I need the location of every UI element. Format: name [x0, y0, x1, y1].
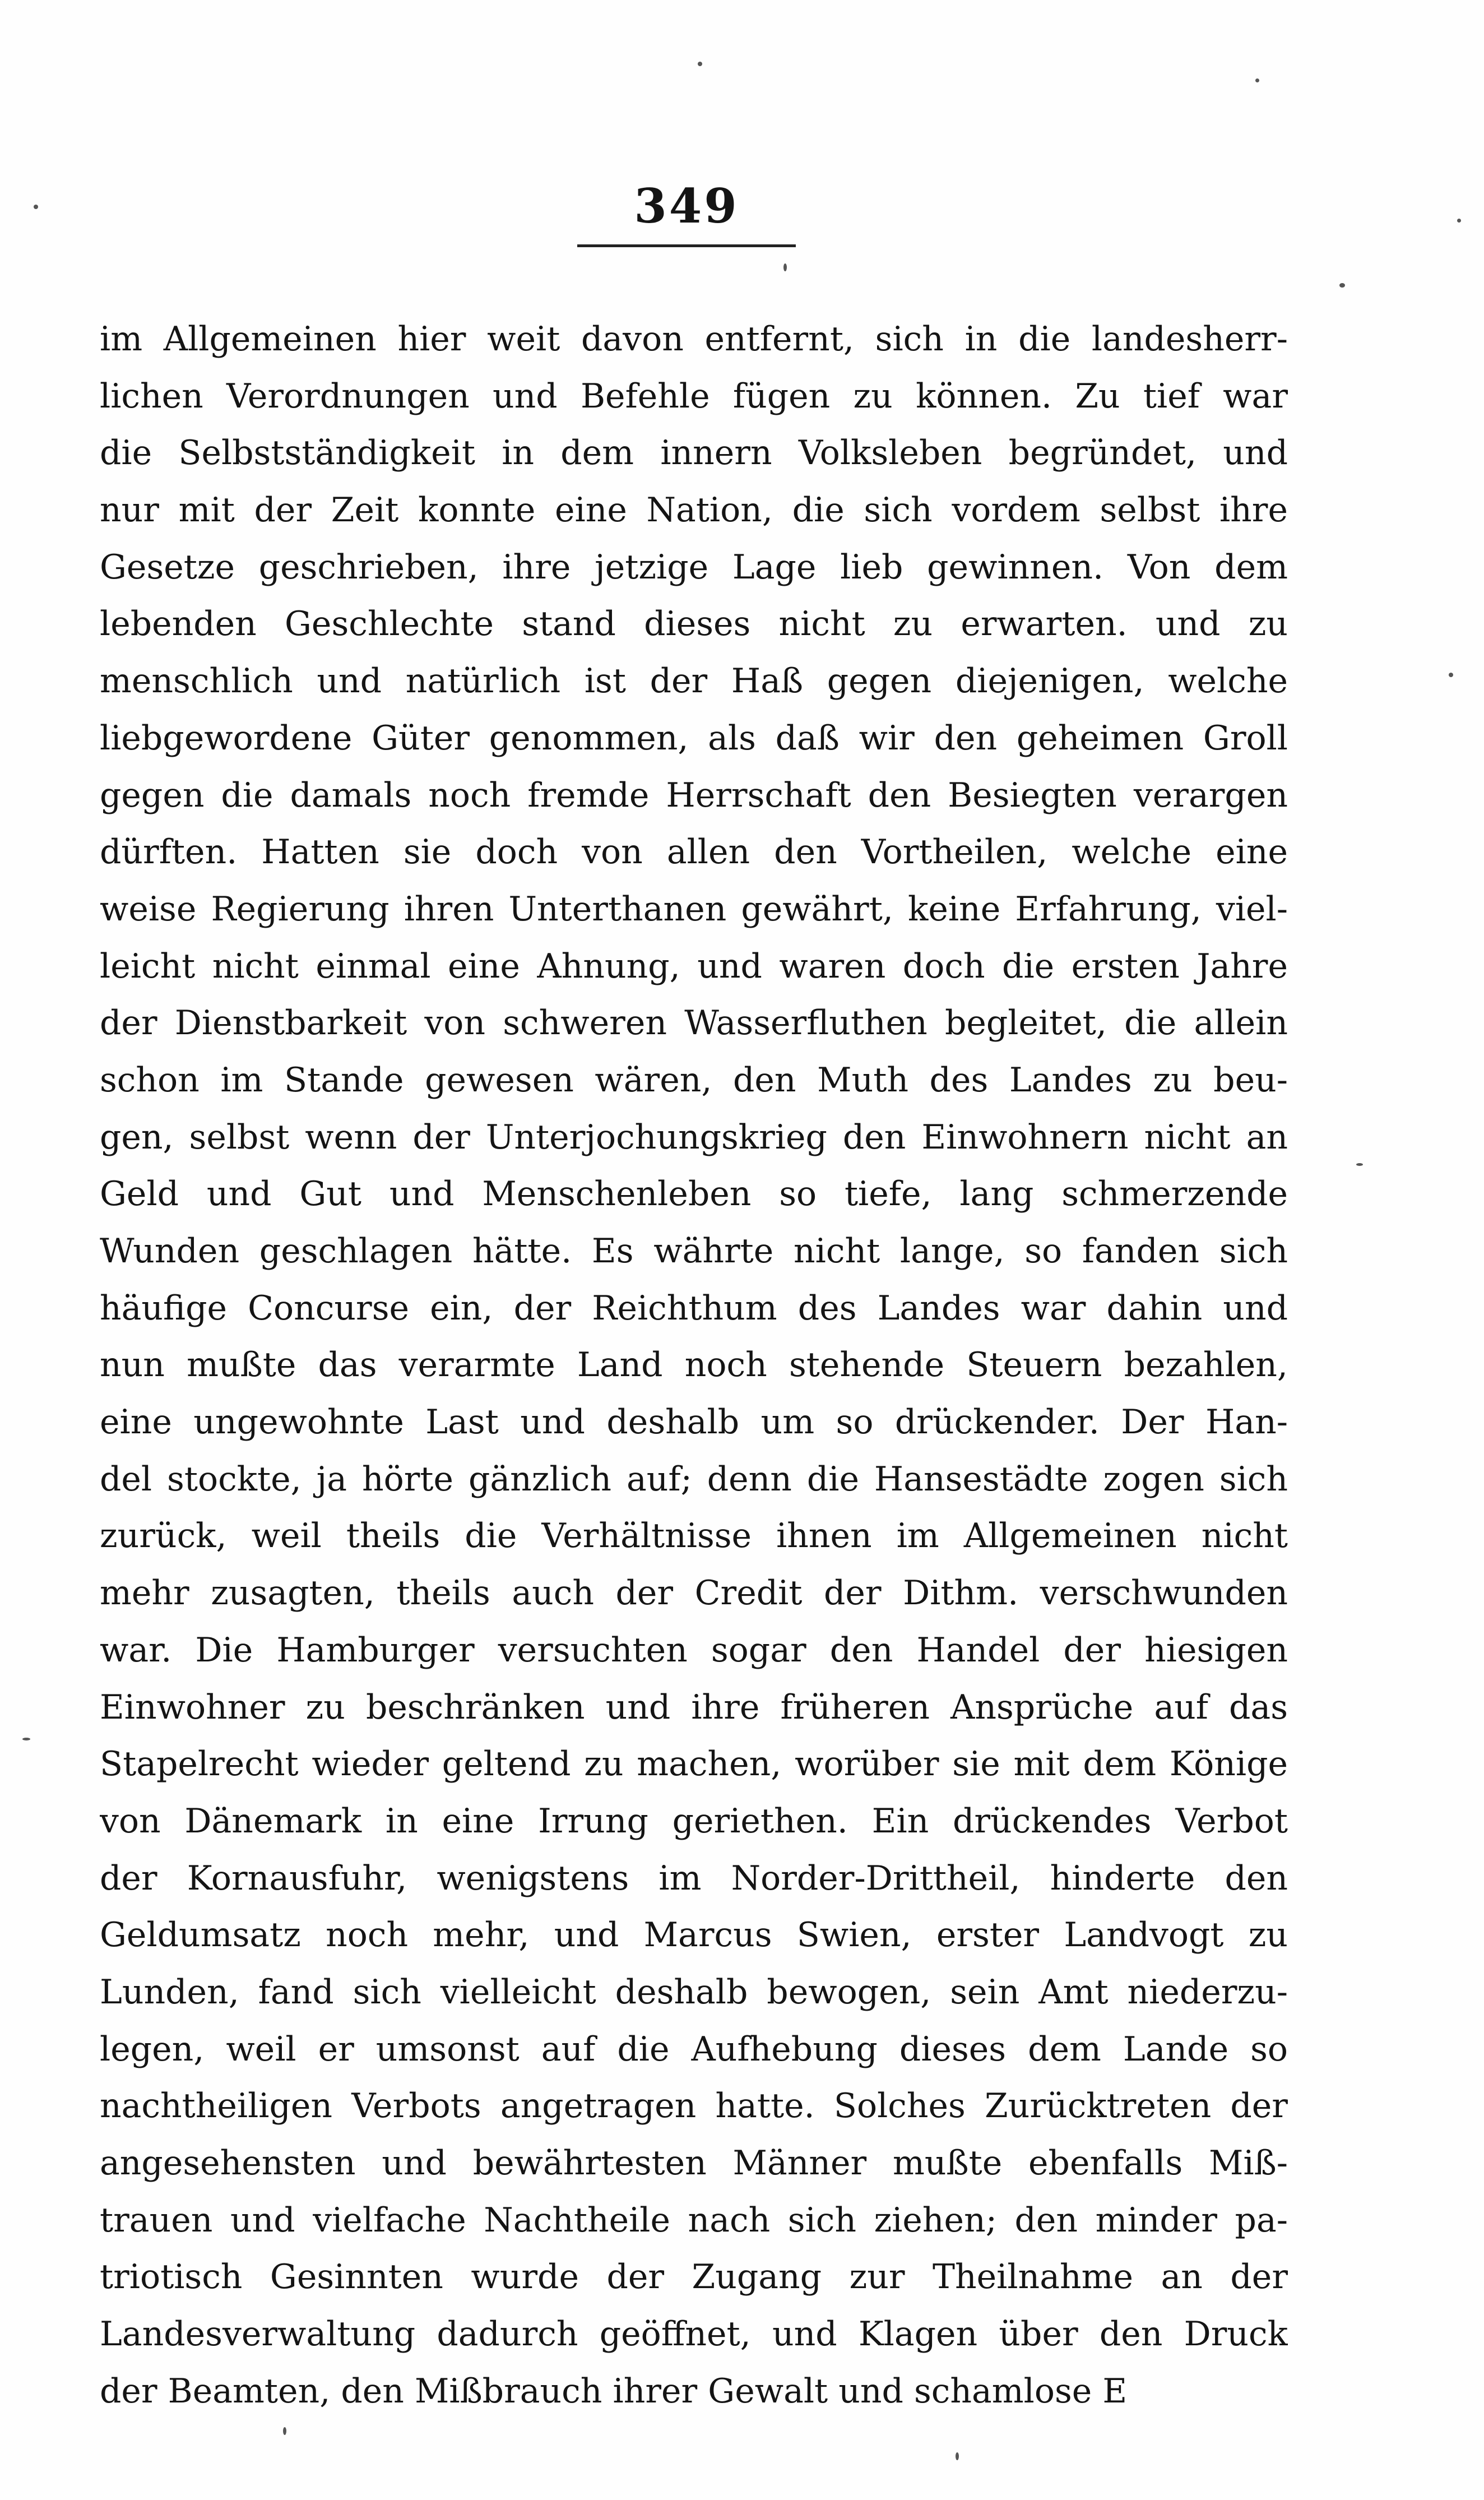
text-line: nur mit der Zeit konnte eine Nation, die sich vordem selbst ihre [100, 490, 1288, 530]
text-line: Wunden geschlagen hätte. Es währte nicht lange, so fanden sich [100, 1232, 1288, 1271]
text-line: Geldumsatz noch mehr, und Marcus Swien, erster Landvogt zu [100, 1915, 1288, 1955]
text-line: gegen die damals noch fremde Herrschaft den Besiegten verargen [100, 775, 1288, 815]
scan-speck [34, 205, 38, 209]
scan-speck [1457, 219, 1461, 223]
header-rule [577, 244, 796, 247]
text-line: menschlich und natürlich ist der Haß gegen diejenigen, welche [100, 661, 1288, 701]
text-line: im Allgemeinen hier weit davon entfernt, sich in die landesherr- [100, 320, 1288, 359]
text-line: war. Die Hamburger versuchten sogar den Handel der hiesigen [100, 1630, 1288, 1670]
scan-speck [1255, 78, 1259, 82]
scan-speck [956, 2452, 959, 2460]
text-line: eine ungewohnte Last und deshalb um so drückender. Der Han- [100, 1402, 1288, 1442]
text-line: zurück, weil theils die Verhältnisse ihnen im Allgemeinen nicht [100, 1516, 1288, 1556]
scan-speck [283, 2427, 286, 2435]
scan-speck [783, 263, 787, 271]
text-line: der Beamten, den Mißbrauch ihrer Gewalt und schamlose E [100, 2371, 1128, 2411]
text-line: nun mußte das verarmte Land noch stehende Steuern bezahlen, [100, 1345, 1288, 1385]
text-line: schon im Stande gewesen wären, den Muth des Landes zu beu- [100, 1060, 1288, 1100]
text-line: leicht nicht einmal eine Ahnung, und waren doch die ersten Jahre [100, 946, 1288, 986]
text-line: der Kornausfuhr, wenigstens im Norder-Drittheil, hinderte den [100, 1858, 1288, 1898]
scan-speck [1356, 1163, 1363, 1166]
text-line: gen, selbst wenn der Unterjochungskrieg den Einwohnern nicht an [100, 1117, 1288, 1157]
text-line: legen, weil er umsonst auf die Aufhebung dieses dem Lande so [100, 2029, 1288, 2069]
text-line: triotisch Gesinnten wurde der Zugang zur Theilnahme an der [100, 2257, 1288, 2297]
text-line: del stockte, ja hörte gänzlich auf; denn die Hansestädte zogen sich [100, 1459, 1288, 1499]
text-line: Geld und Gut und Menschenleben so tiefe, lang schmerzende [100, 1174, 1288, 1214]
text-line: der Dienstbarkeit von schweren Wasserfluthen begleitet, die allein [100, 1003, 1288, 1043]
text-line: häufige Concurse ein, der Reichthum des Landes war dahin und [100, 1288, 1288, 1328]
text-line: Stapelrecht wieder geltend zu machen, worüber sie mit dem Könige [100, 1744, 1288, 1784]
text-line: die Selbstständigkeit in dem innern Volksleben begründet, und [100, 433, 1288, 473]
body-text [100, 311, 1288, 2420]
text-line: nachtheiligen Verbots angetragen hatte. Solches Zurücktreten der [100, 2086, 1288, 2126]
scan-speck [1339, 283, 1345, 288]
page-number: 349 [634, 178, 739, 234]
text-line: Gesetze geschrieben, ihre jetzige Lage lieb gewinnen. Von dem [100, 547, 1288, 587]
text-line: mehr zusagten, theils auch der Credit der Dithm. verschwunden [100, 1573, 1288, 1613]
text-line: dürften. Hatten sie doch von allen den Vortheilen, welche eine [100, 832, 1288, 872]
text-line: Landesverwaltung dadurch geöffnet, und Klagen über den Druck [100, 2314, 1288, 2354]
text-line: weise Regierung ihren Unterthanen gewährt, keine Erfahrung, viel- [100, 889, 1288, 929]
scan-speck [22, 1738, 30, 1740]
text-line: liebgewordene Güter genommen, als daß wir den geheimen Groll [100, 718, 1288, 758]
text-line: von Dänemark in eine Irrung geriethen. Ein drückendes Verbot [100, 1801, 1288, 1841]
text-line: lichen Verordnungen und Befehle fügen zu können. Zu tief war [100, 376, 1288, 416]
text-line: trauen und vielfache Nachtheile nach sich ziehen; den minder pa- [100, 2200, 1288, 2240]
text-line: angesehensten und bewährtesten Männer mußte ebenfalls Miß- [100, 2143, 1288, 2183]
text-line: Einwohner zu beschränken und ihre früheren Ansprüche auf das [100, 1687, 1288, 1727]
scan-speck [1449, 673, 1453, 677]
text-line: lebenden Geschlechte stand dieses nicht zu erwarten. und zu [100, 604, 1288, 644]
scan-speck [698, 62, 702, 66]
text-line: Lunden, fand sich vielleicht deshalb bewogen, sein Amt niederzu- [100, 1972, 1288, 2012]
